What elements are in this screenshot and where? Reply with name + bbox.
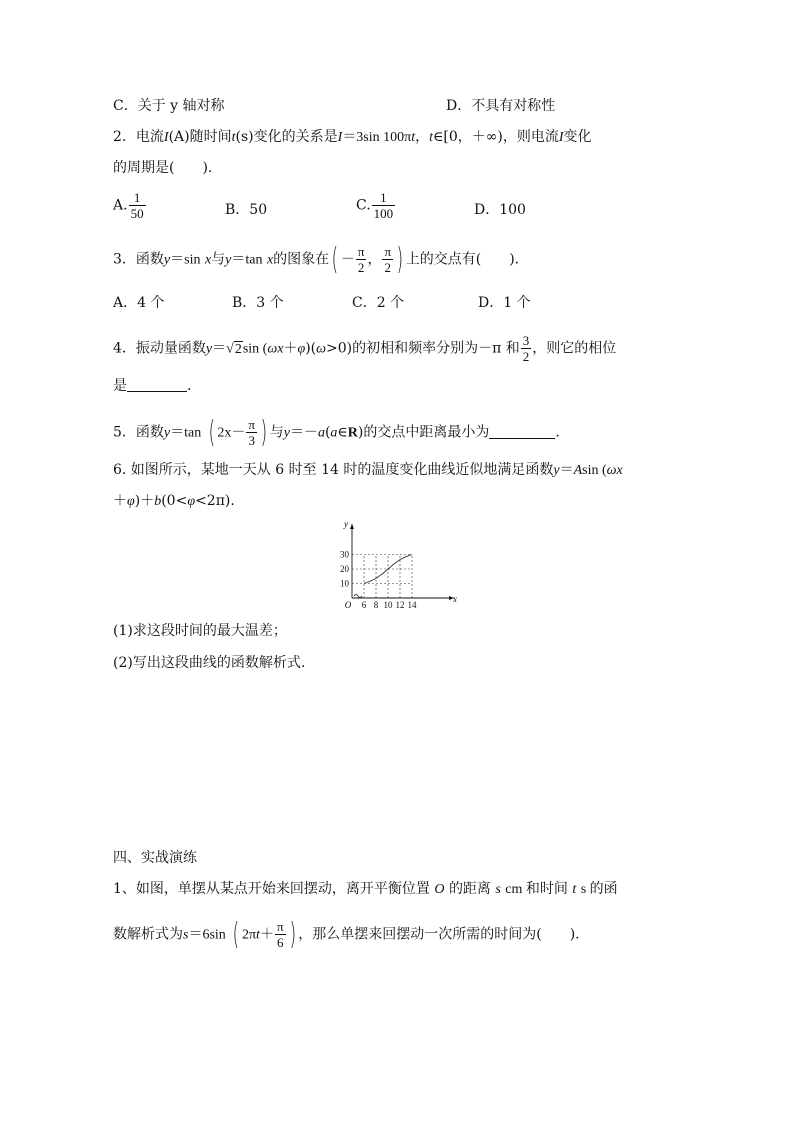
right-paren: ) <box>289 916 296 952</box>
section4-q1-line1: 1、如图，单摆从某点开始来回摆动，离开平衡位置 O 的距离 s cm 和时间 t s 的函 <box>113 881 618 897</box>
q2-option-d: D．100 <box>474 202 526 218</box>
temperature-chart <box>330 518 460 610</box>
q3-option-a: A．4 个 <box>113 295 165 311</box>
chart-grid <box>352 555 412 599</box>
x-tick-12: 12 <box>395 600 405 610</box>
right-paren: ) <box>396 241 404 277</box>
q3-option-d: D．1 个 <box>478 295 531 311</box>
q4-stem-line2: 是 . <box>113 378 192 394</box>
q3-fraction-2: $\frac{\pi}{2}$ <box>384 244 392 275</box>
q1-option-d: D．不具有对称性 <box>446 98 556 114</box>
y-tick-10: 10 <box>340 578 349 589</box>
chart-axes <box>350 524 454 600</box>
section4-title: 四、实战演练 <box>113 850 197 866</box>
right-paren: ) <box>260 414 268 450</box>
answer-blank[interactable] <box>489 424 555 439</box>
origin-label: O <box>344 600 352 610</box>
y-tick-30: 30 <box>340 549 349 560</box>
q6-stem-line2: ＋φ)＋b(0<φ<2π). <box>113 493 235 509</box>
q2-option-c: C. $\frac{1}{100}$ <box>356 190 394 221</box>
q4-fraction: $\frac{3}{2}$ <box>522 333 530 364</box>
q6-stem-line1: 6. 如图所示，某地一天从 6 时至 14 时的温度变化曲线近似地满足函数y＝Asin (ωx <box>113 462 623 478</box>
q2-stem-line1: 2．电流I(A)随时间t(s)变化的关系是I＝3sin 100πt，t∈[0，＋∞)，则电流I变化 <box>113 129 592 145</box>
q2-option-a-fraction: $\frac{1}{50}$ <box>130 190 144 221</box>
x-tick-10: 10 <box>383 600 393 610</box>
q5-fraction: $\frac{\pi}{3}$ <box>248 417 255 448</box>
q3-stem: 3．函数y＝sin x与y＝tan x的图象在( － $\frac{\pi}{2}$ ， $\frac{\pi}{2}$ ) 上的交点有( )． <box>113 241 529 277</box>
section4-q1-line2: 数解析式为s＝6sin ( 2πt＋ $\frac{\pi}{6}$ ) ，那么单摆来回摆动一次所需的时间为( ). <box>113 916 580 952</box>
q3-fraction-1: $\frac{\pi}{2}$ <box>357 244 365 275</box>
q3-option-c: C．2 个 <box>352 295 405 311</box>
x-axis-label: x <box>453 594 457 604</box>
q2-option-b: B．50 <box>225 202 268 218</box>
q1-option-c: C．关于 y 轴对称 <box>113 98 225 114</box>
axis-break <box>354 595 362 598</box>
answer-blank[interactable] <box>127 377 187 392</box>
q2-option-a: A. $\frac{1}{50}$ <box>113 190 144 221</box>
y-axis-arrow <box>350 524 354 529</box>
x-tick-6: 6 <box>361 600 367 610</box>
sqrt-symbol: √2 <box>226 341 242 357</box>
x-tick-8: 8 <box>373 600 379 610</box>
y-axis-label: y <box>344 519 348 529</box>
q2-option-c-fraction: $\frac{1}{100}$ <box>373 190 394 221</box>
section4-fraction: $\frac{\pi}{6}$ <box>276 919 284 950</box>
x-tick-14: 14 <box>407 600 417 610</box>
q3-option-b: B．3 个 <box>232 295 284 311</box>
left-paren: ( <box>232 916 240 952</box>
q6-sub1: (1)求这段时间的最大温差； <box>113 623 287 639</box>
left-paren: ( <box>331 241 339 277</box>
left-paren: ( <box>208 414 215 450</box>
chart-ticks <box>340 519 457 610</box>
q2-stem-line2: 的周期是( )． <box>113 160 222 176</box>
q6-sub2: (2)写出这段曲线的函数解析式. <box>113 655 306 671</box>
y-tick-20: 20 <box>340 564 349 574</box>
q5-stem: 5．函数y＝tan ( 2x－ $\frac{\pi}{3}$ ) 与y＝－a(a∈R)的交点中距离最小为 . <box>113 414 560 450</box>
q4-stem-line1: 4．振动量函数y＝√2sin (ωx＋φ)(ω>0)的初相和频率分别为－π 和 $\frac{3}{2}$ ，则它的相位 <box>113 333 617 364</box>
